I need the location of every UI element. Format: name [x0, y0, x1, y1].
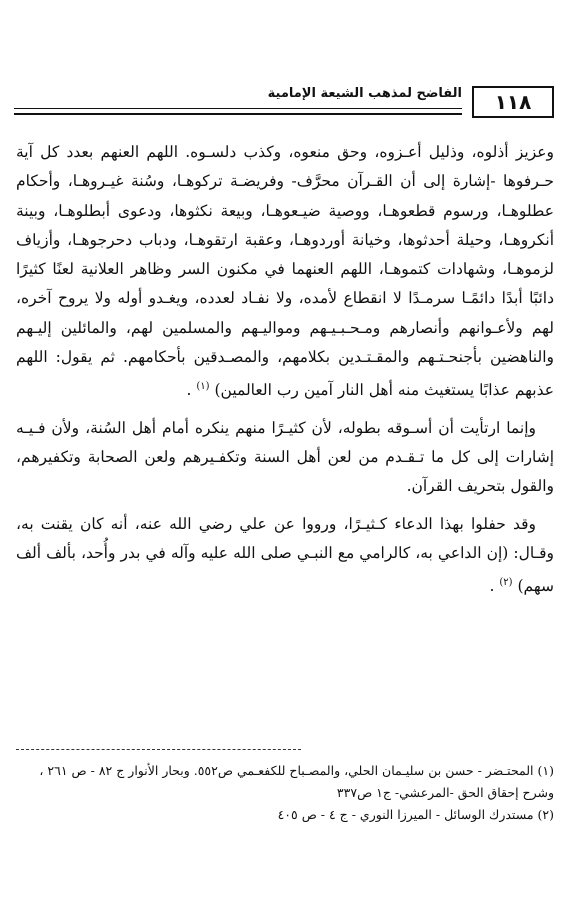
footnote-2: (٢) مستدرك الوسائل - الميرزا النوري - ج ٤ - ص ٤٠٥	[277, 807, 554, 822]
paragraph-1	[16, 138, 554, 406]
paragraph-3-end: .	[489, 577, 495, 596]
paragraph-1-end: .	[186, 381, 192, 400]
running-title: الفاضح لمذهب الشيعة الإمامية	[267, 86, 462, 101]
footnote-ref-1: (١)	[196, 381, 210, 393]
body-text	[16, 138, 554, 602]
footnote-ref-2: (٢)	[499, 577, 513, 589]
page-number: ١١٨	[472, 86, 554, 118]
paragraph-3-text: وقد حفلوا بهذا الدعاء كـثيـرًا، ورووا عن علي رضي الله عنه، أنه كان يقنت به، وقـال: (إن الداعي به، كالرامي مع النبـي صلى الله عليه وآله في بدر وأُحد، بألف ألف سهم)	[16, 514, 554, 596]
paragraph-1-text: وعزيز أذلوه، وذليل أعـزوه، وحق منعوه، وكذب دلسـوه. اللهم العنهم بعدد كل آية حـرفوها -إشارة إلى أن القـرآن محرَّف- وفريضـة تركوهـا، وسُنة غيـروهـا، وأحكام عطلوهـا، ورسوم قطعوهـا، ووصية ضيـعوهـا، وبيعة نكثوها، ودعوى أبطلوهـا، وبينة أنكروهـا، وحيلة أحدثوها، وخيانة أوردوهـا، وعقبة ارتقوهـا، ودباب دحرجوهـا، وأزياف لزموهـا، وشهادات كتموهـا، اللهم العنهما في مكنون السر وظاهر العلانية لعنًا كثيرًا دائبًا أبدًا دائمًـا سرمـدًا لا انقطاع لأمده، ولا نفـاد لعدده، ويغـدو أوله ولا يروح آخره، لهم ولأعـوانهم وأنصارهم ومـحـبـيـهم ومواليـهم والمسلمين لهم، والمائلين إليـهم والناهضين بأجنحـتـهم والمقـتـدين بكلامهم، والمصـدقين بأحكامهم. ثم يقول: اللهم عذبهم عذابًا يستغيث منه أهل النار آمين رب العالمين)	[16, 143, 554, 400]
page-header	[14, 86, 554, 120]
paragraph-2: وإنما ارتأيت أن أسـوقه بطوله، لأن كثيـرًا منهم ينكره أمام أهل السُنة، ولأن فـيـه إشارات إلى كل ما تـقـدم من لعن أهل السنة وتكفـيرهم ولعن الصحابة وتكفيرهم، والقول بتحريف القرآن.	[16, 418, 554, 496]
header-rule-thick	[14, 113, 462, 115]
paragraph-3	[16, 510, 554, 602]
footnote-separator	[16, 749, 301, 750]
footnote-1: (١) المحتـضر - حسن بن سليـمان الحلي، والمصـباح للكفعـمي ص٥٥٢. وبحار الأنوار ج ٨٢ - ص ٢٦١ ، وشرح إحقاق الحق -المرعشي- ج١ ص٣٣٧	[39, 763, 554, 800]
header-rule	[14, 108, 462, 109]
footnotes	[16, 760, 554, 826]
